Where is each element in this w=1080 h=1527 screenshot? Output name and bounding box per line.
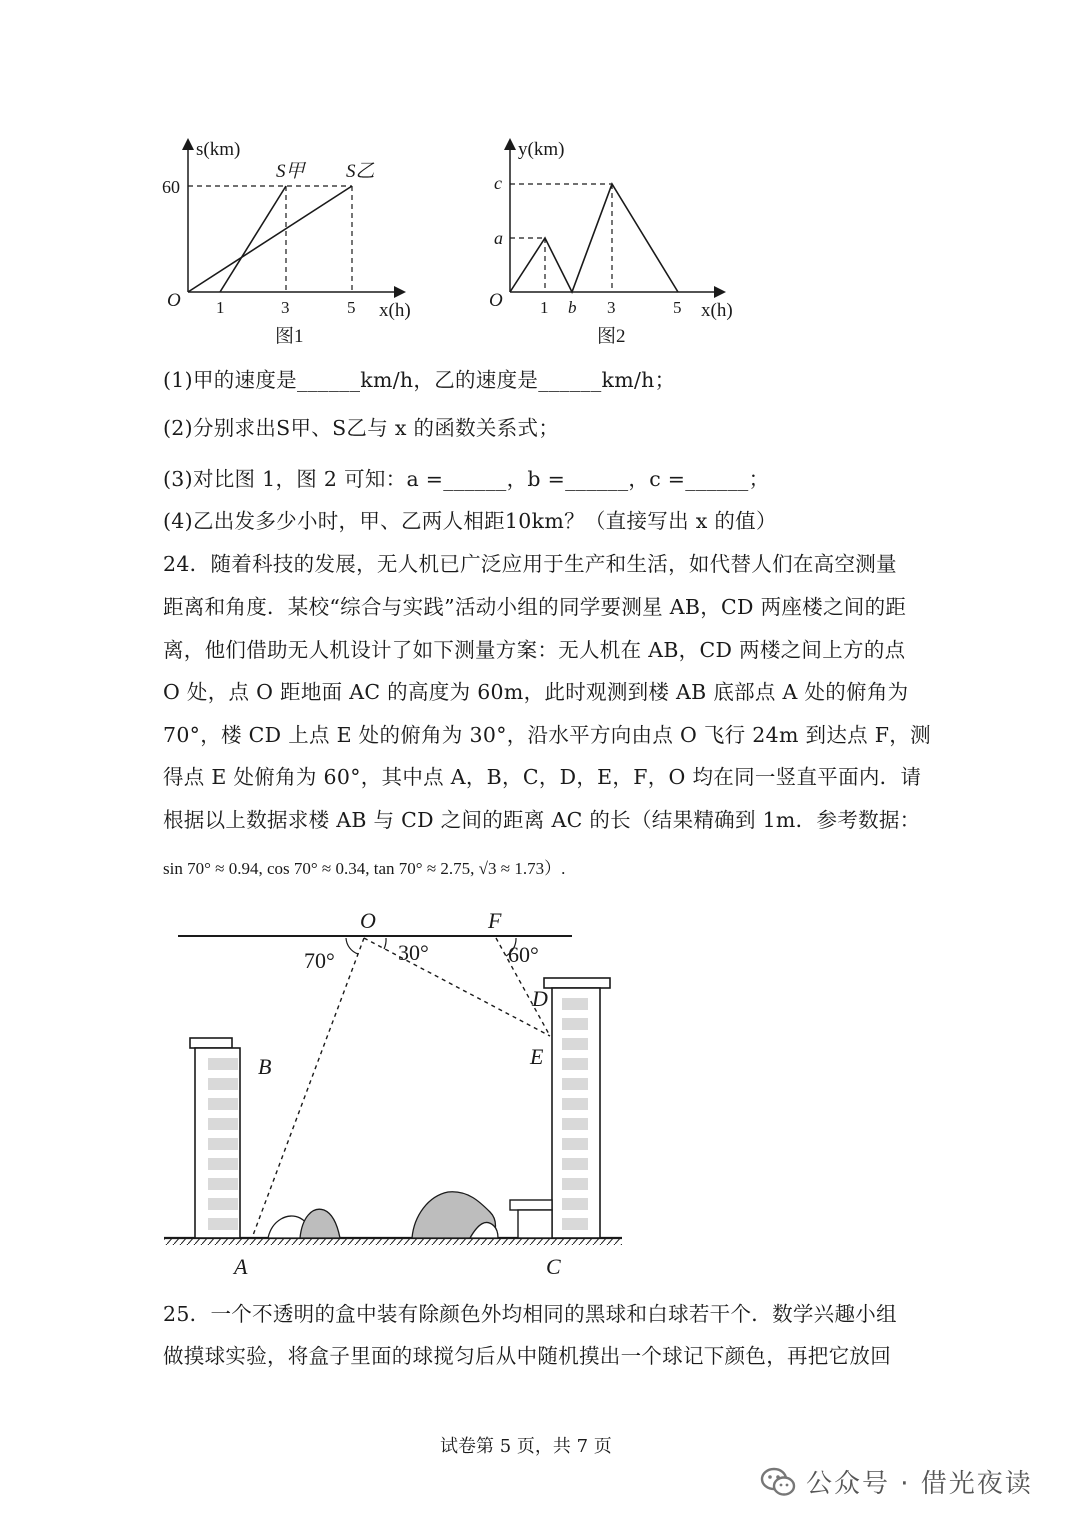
figure-2 [480,130,760,350]
q23-part-2: (2)分别求出S甲、S乙与 x 的函数关系式； [163,416,560,440]
point-label-a: A [234,1254,248,1279]
fig2-x-tick: 3 [607,298,616,317]
fig1-label-jia: S甲 [276,161,305,182]
fig2-distance-line [510,184,678,292]
building-cd [544,978,610,1238]
q23-part-1: (1)甲的速度是______km/h，乙的速度是______km/h； [163,368,676,392]
fig1-line-jia [220,186,286,292]
fig1-line-yi [188,186,352,292]
fig2-caption: 图2 [597,326,626,347]
point-label-c: C [546,1254,561,1279]
q23-part-4: (4)乙出发多少小时，甲、乙两人相距10km？（直接写出 x 的值） [163,509,777,533]
angle-label-30: 30° [398,940,429,965]
fig1-x-label: x(h) [379,300,411,321]
fig2-y-tick-c: c [494,173,502,193]
fig2-origin: O [489,290,503,311]
fig1-y-tick: 60 [162,177,180,197]
q25-line: 25．一个不透明的盒中装有除颜色外均相同的黑球和白球若干个．数学兴趣小组 [163,1302,897,1326]
fig1-label-yi: S乙 [346,161,375,182]
figure-3 [160,900,630,1290]
fig1-x-tick: 1 [216,298,225,317]
rock-right [412,1192,498,1238]
angle-label-70: 70° [304,948,335,973]
fig1-origin: O [167,290,181,311]
point-label-d: D [532,986,548,1011]
watermark [760,1463,1033,1500]
q25-line: 做摸球实验，将盒子里面的球搅匀后从中随机摸出一个球记下颜色，再把它放回 [163,1344,891,1368]
fig2-y-tick-a: a [494,228,503,248]
point-label-o: O [360,908,376,933]
watermark-text: 公众号 · 借光夜读 [806,1469,1033,1499]
fig2-y-label: y(km) [518,139,565,160]
point-label-e: E [530,1044,544,1069]
fig2-x-tick: 1 [540,298,549,317]
sight-line-oa [252,938,364,1238]
angle-label-60: 60° [508,942,539,967]
q24-line: 70°，楼 CD 上点 E 处的俯角为 30°，沿水平方向由点 O 飞行 24m 到达点 F，测 [163,723,931,747]
building-ab [190,1038,240,1238]
fig2-x-label: x(h) [701,300,733,321]
q24-line: 根据以上数据求楼 AB 与 CD 之间的距离 AC 的长（结果精确到 1m．参考数据： [163,808,921,832]
bench [510,1200,552,1238]
figure-1 [150,130,440,350]
q24-line: 得点 E 处俯角为 60°，其中点 A，B，C，D，E，F，O 均在同一竖直平面内．请 [163,765,922,789]
q24-reference-formula: sin 70° ≈ 0.94, cos 70° ≈ 0.34, tan 70° ≈ 2.75, √3 ≈ 1.73）. [163,859,566,878]
wechat-icon [760,1466,796,1498]
fig1-x-tick: 5 [347,298,356,317]
page-footer: 试卷第 5 页，共 7 页 [440,1436,612,1457]
fig1-y-label: s(km) [196,139,241,160]
q23-part-3: (3)对比图 1，图 2 可知：a =______，b =______，c =______； [163,467,770,491]
q24-line: 24．随着科技的发展，无人机已广泛应用于生产和生活，如代替人们在高空测量 [163,552,897,576]
point-label-f: F [488,908,502,933]
q24-line: 距离和角度．某校“综合与实践”活动小组的同学要测星 AB，CD 两座楼之间的距 [163,595,907,619]
fig2-x-tick: 5 [673,298,682,317]
q24-line: O 处，点 O 距地面 AC 的高度为 60m，此时观测到楼 AB 底部点 A 处的俯角为 [163,680,909,704]
angle-arc-30 [384,938,386,949]
rock-left [268,1209,340,1238]
point-label-b: B [258,1054,272,1079]
angle-arc-70 [346,938,358,954]
fig2-x-tick: b [568,298,577,317]
fig1-x-tick: 3 [281,298,290,317]
fig1-caption: 图1 [275,326,304,347]
q24-line: 离，他们借助无人机设计了如下测量方案：无人机在 AB，CD 两楼之间上方的点 [163,638,906,662]
